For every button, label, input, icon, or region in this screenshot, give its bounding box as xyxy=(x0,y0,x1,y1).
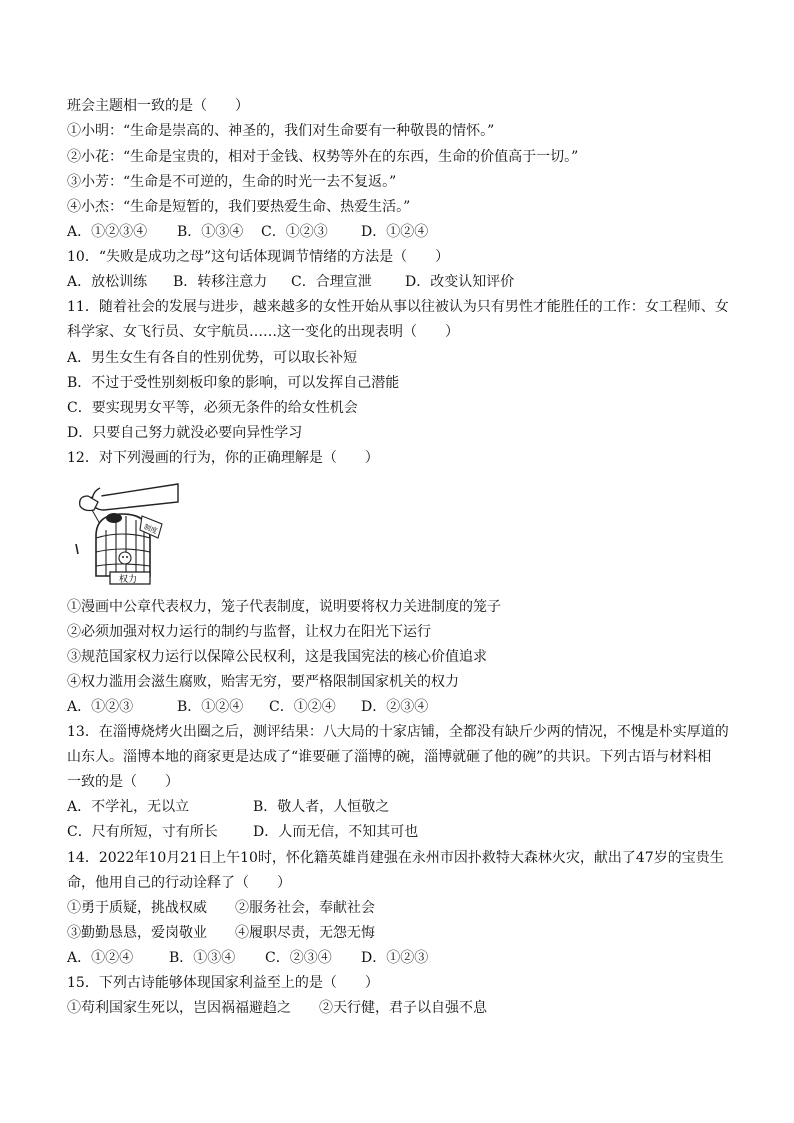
q10-option-a: A．放松训练 xyxy=(67,274,148,290)
q9-statement-2: ②小花：“生命是宝贵的，相对于金钱、权势等外在的东西，生命的价值高于一切。” xyxy=(67,149,579,165)
q13-stem-2: 山东人。淄博本地的商家更是达成了“谁要砸了淄博的碗，淄博就砸了他的碗”的共识。下列古语与材料相 xyxy=(67,749,712,765)
q15-statements-1-2: ①苟利国家生死以，岂因祸福避趋之 ②天行健，君子以自强不息 xyxy=(67,1000,487,1016)
q10-stem: 10．“失败是成功之母”这句话体现调节情绪的方法是（ ） xyxy=(67,249,450,265)
q12-statement-4: ④权力滥用会滋生腐败，贻害无穷，要严格限制国家机关的权力 xyxy=(67,674,459,690)
q14-option-d: D．①②③ xyxy=(361,950,429,966)
q9-option-d: D．①②④ xyxy=(361,224,429,240)
q9-statement-4: ④小杰：“生命是短暂的，我们要热爱生命、热爱生活。” xyxy=(67,199,411,215)
q10-option-b: B．转移注意力 xyxy=(173,274,268,290)
q14-stem-2: 命，他用自己的行动诠释了（ ） xyxy=(67,875,291,891)
q13-option-c: C．尺有所短，寸有所长 xyxy=(67,824,218,840)
q12-stem: 12．对下列漫画的行为，你的正确理解是（ ） xyxy=(67,450,379,466)
q9-statement-1: ①小明：“生命是崇高的、神圣的，我们对生命要有一种敬畏的情怀。” xyxy=(67,123,495,139)
q10-option-c: C．合理宣泄 xyxy=(291,274,372,290)
q13-option-b: B．敬人者，人恒敬之 xyxy=(253,799,390,815)
q14-option-a: A．①②④ xyxy=(67,950,134,966)
q14-statements-1-2: ①勇于质疑，挑战权威 ②服务社会，奉献社会 xyxy=(67,900,375,916)
q12-option-d: D．②③④ xyxy=(361,699,429,715)
q9-option-a: A．①②③④ xyxy=(67,224,148,240)
q14-stem-1: 14．2022年10月21日上午10时，怀化籍英雄肖建强在永州市因扑救特大森林火灾，献出了47岁的宝贵生 xyxy=(67,850,724,866)
q12-option-b: B．①②④ xyxy=(177,699,244,715)
q11-stem-1: 11．随着社会的发展与进步，越来越多的女性开始从事以往被认为只有男性才能胜任的工作：女工程师、女 xyxy=(67,299,729,315)
q13-options-row-1 xyxy=(67,798,389,816)
q13-options-row-2 xyxy=(67,823,418,841)
cage-tag-label: 制度 xyxy=(142,522,159,536)
q15-stem: 15．下列古诗能够体现国家利益至上的是（ ） xyxy=(67,975,379,991)
q13-stem-1: 13．在淄博烧烤火出圈之后，测评结果：八大局的十家店铺，全都没有缺斤少两的情况，不愧是朴实厚道的 xyxy=(67,724,729,740)
q13-stem-3: 一致的是（ ） xyxy=(67,774,179,790)
q12-statement-1: ①漫画中公章代表权力，笼子代表制度，说明要将权力关进制度的笼子 xyxy=(67,599,501,615)
q10-options xyxy=(67,273,514,291)
q14-option-b: B．①③④ xyxy=(169,950,236,966)
q11-stem-2: 科学家、女飞行员、女宇航员……这一变化的出现表明（ ） xyxy=(67,324,459,340)
q12-option-a: A．①②③ xyxy=(67,699,134,715)
q14-options xyxy=(67,949,428,967)
q13-option-d: D．人而无信，不知其可也 xyxy=(253,824,419,840)
q11-option-d: D．只要自己努力就没必要向异性学习 xyxy=(67,425,303,441)
q10-option-d: D．改变认知评价 xyxy=(405,274,515,290)
q12-statement-2: ②必须加强对权力运行的制约与监督，让权力在阳光下运行 xyxy=(67,624,431,640)
q11-option-a: A．男生女生有各自的性别优势，可以取长补短 xyxy=(67,350,358,366)
q9-option-c: C．①②③ xyxy=(261,224,328,240)
q11-option-c: C．要实现男女平等，必须无条件的给女性机会 xyxy=(67,400,358,416)
q14-statements-3-4: ③勤勤恳恳，爱岗敬业 ④履职尽责，无怨无悔 xyxy=(67,925,375,941)
q12-option-c: C．①②④ xyxy=(269,699,336,715)
q9-option-b: B．①③④ xyxy=(177,224,244,240)
q14-option-c: C．②③④ xyxy=(265,950,332,966)
q12-statement-3: ③规范国家权力运行以保障公民权利，这是我国宪法的核心价值追求 xyxy=(67,649,487,665)
q11-option-b: B．不过于受性别刻板印象的影响，可以发挥自己潜能 xyxy=(67,375,400,391)
q9-options xyxy=(67,223,428,241)
q9-statement-3: ③小芳：“生命是不可逆的，生命的时光一去不复返。” xyxy=(67,174,397,190)
q12-options xyxy=(67,698,428,716)
cage-base-label: 权力 xyxy=(119,575,138,585)
q9-stem-tail: 班会主题相一致的是（ ） xyxy=(67,98,249,114)
q13-option-a: A．不学礼，无以立 xyxy=(67,799,190,815)
power-cage-cartoon xyxy=(70,480,180,588)
